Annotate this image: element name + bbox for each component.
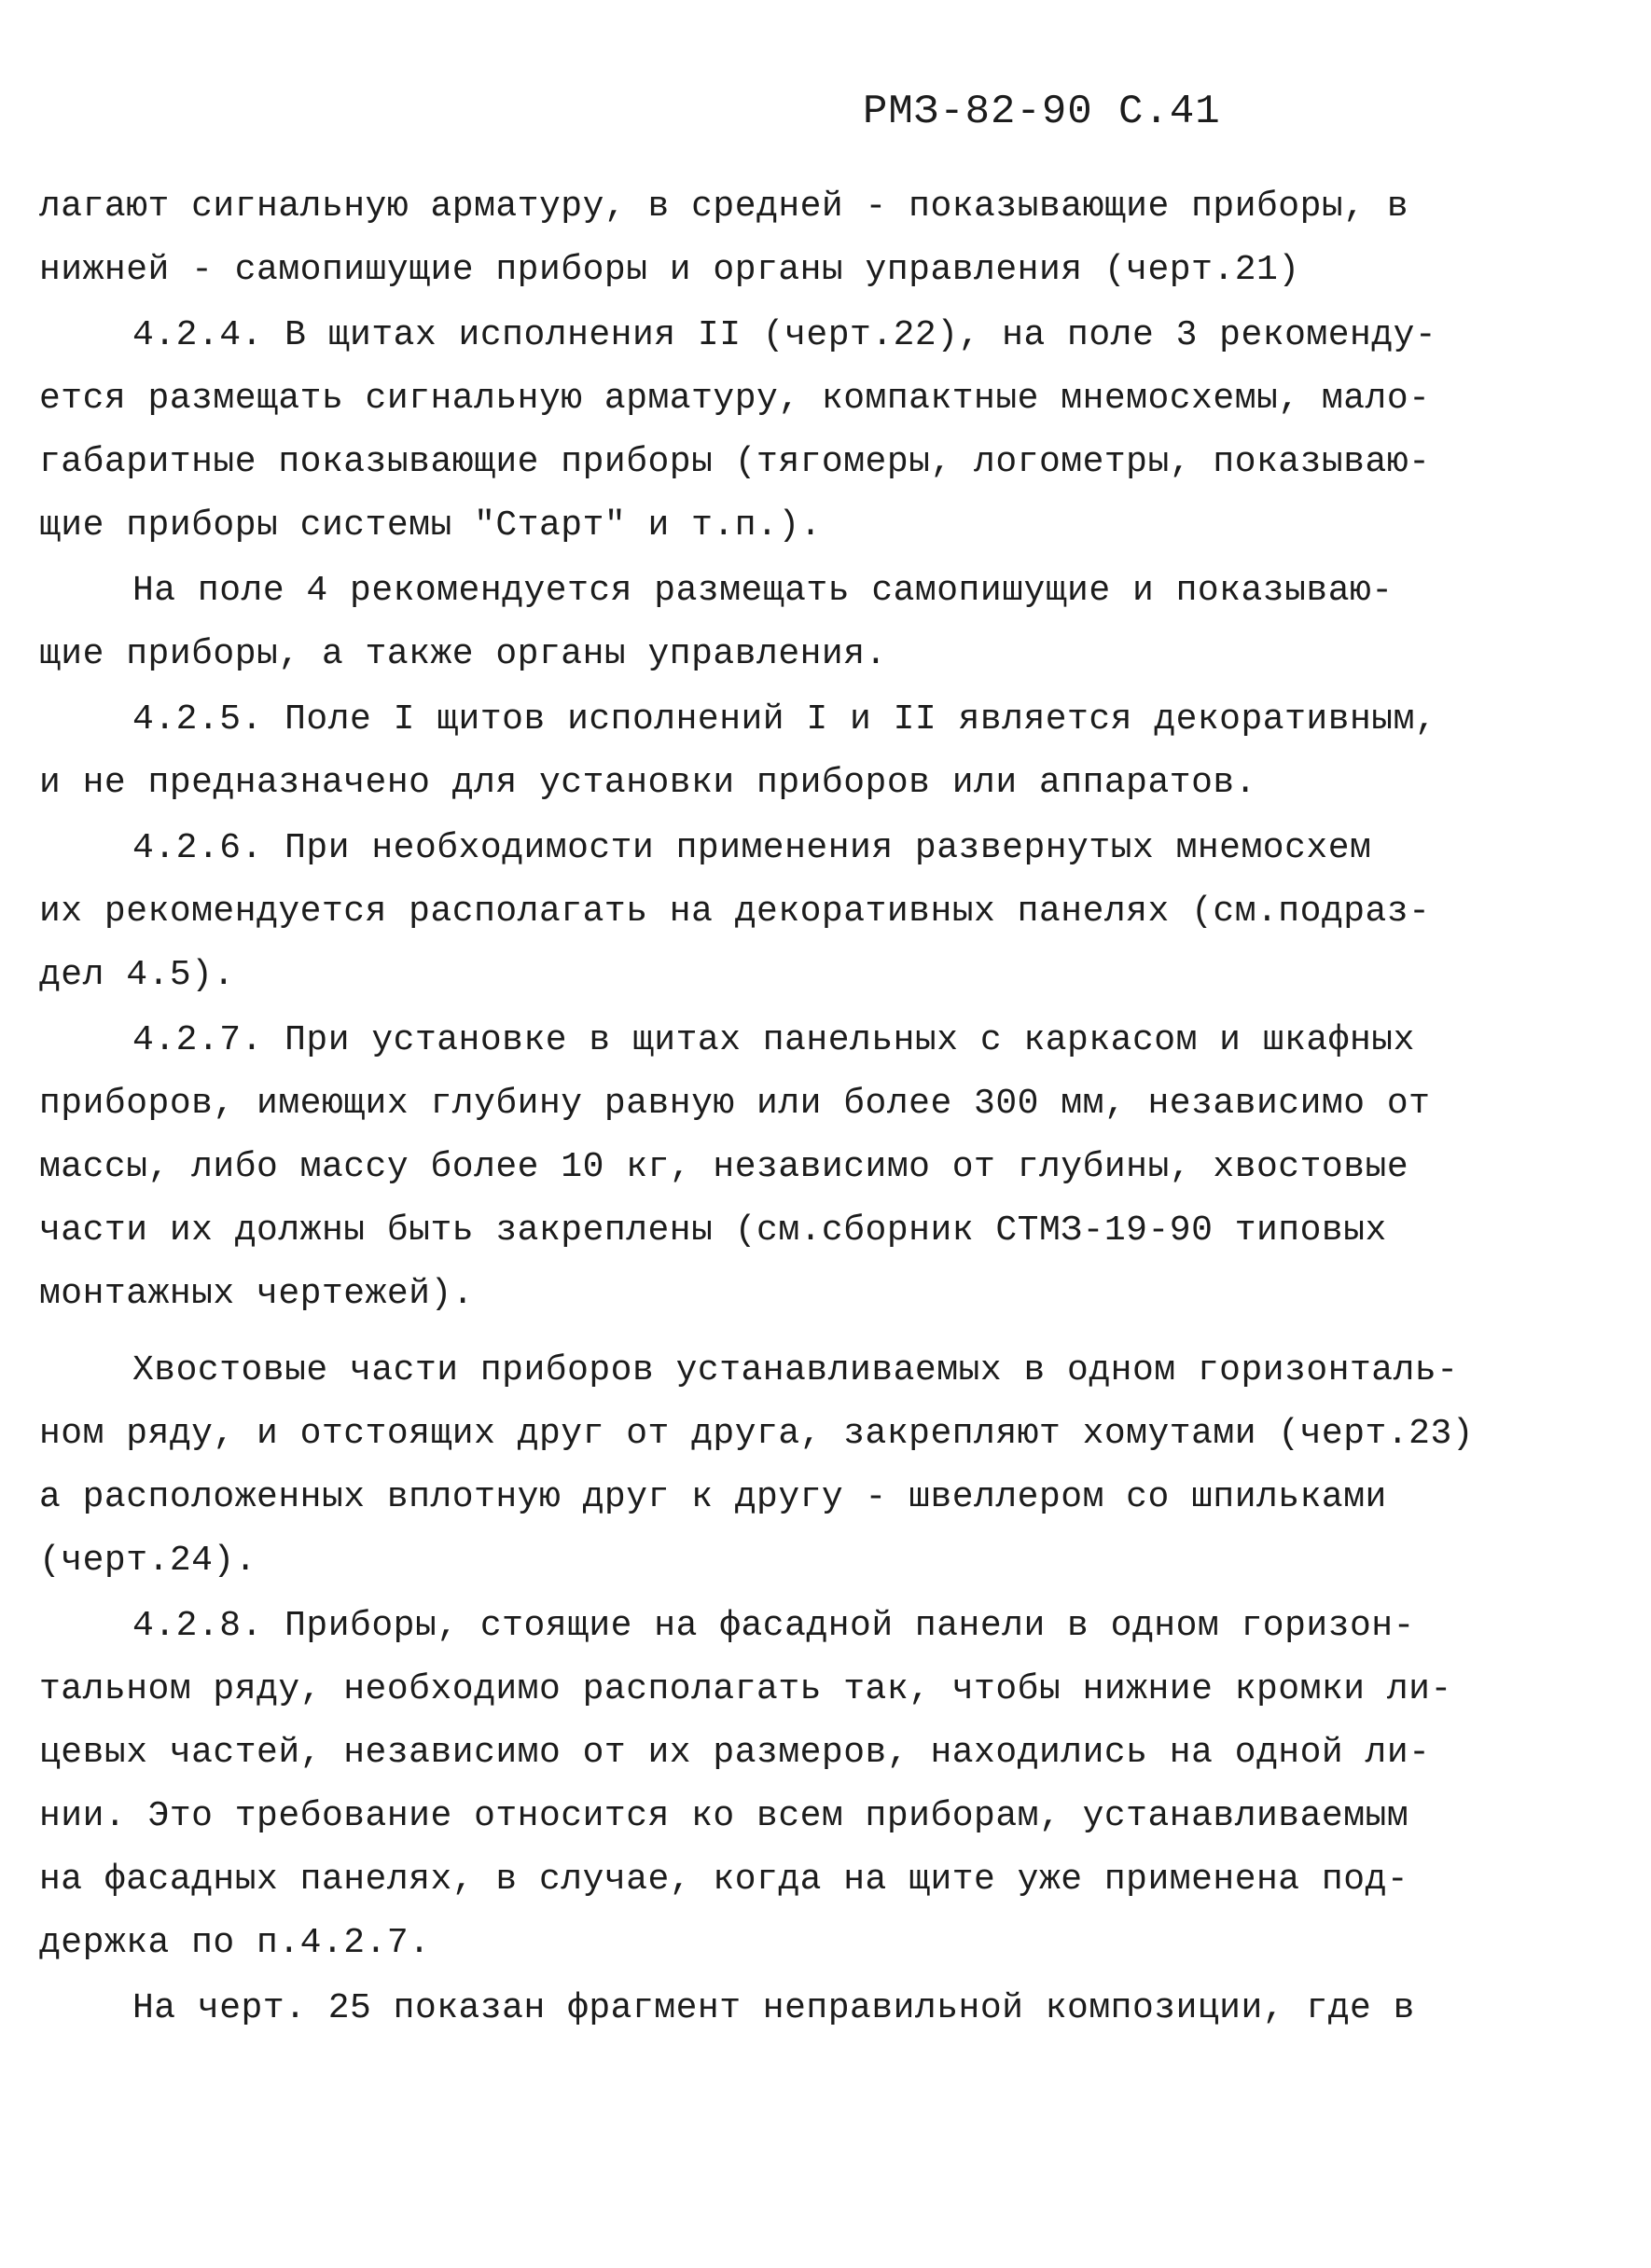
text-line: на фасадных панелях, в случае, когда на щите уже применена под-: [39, 1860, 1409, 1900]
text-line: их рекомендуется располагать на декоративных панелях (см.подраз-: [39, 892, 1431, 932]
text-line: а расположенных вплотную друг к другу - швеллером со шпильками: [39, 1477, 1387, 1517]
text-line: щие приборы, а также органы управления.: [39, 634, 887, 674]
text-line: лагают сигнальную арматуру, в средней - показывающие приборы, в: [39, 187, 1409, 227]
text-line: (черт.24).: [39, 1541, 257, 1581]
text-line: Хвостовые части приборов устанавливаемых в одном горизонталь-: [132, 1350, 1459, 1390]
text-line: монтажных чертежей).: [39, 1274, 475, 1314]
text-line: На поле 4 рекомендуется размещать самопишущие и показываю-: [132, 571, 1394, 611]
text-line: 4.2.6. При необходимости применения развернутых мнемосхем: [132, 828, 1372, 868]
text-line: ном ряду, и отстоящих друг от друга, закрепляют хомутами (черт.23): [39, 1414, 1475, 1454]
text-line: 4.2.7. При установке в щитах панельных с каркасом и шкафных: [132, 1020, 1415, 1060]
text-line: и не предназначено для установки приборов или аппаратов.: [39, 763, 1257, 803]
text-line: На черт. 25 показан фрагмент неправильной композиции, где в: [132, 1988, 1415, 2028]
text-line: части их должны быть закреплены (см.сборник СТМЗ-19-90 типовых: [39, 1210, 1387, 1251]
text-line: тальном ряду, необходимо располагать так, чтобы нижние кромки ли-: [39, 1669, 1452, 1709]
text-line: габаритные показывающие приборы (тягомеры, логометры, показываю-: [39, 442, 1431, 482]
text-line: щие приборы системы "Старт" и т.п.).: [39, 505, 822, 546]
text-line: ется размещать сигнальную арматуру, компактные мнемосхемы, мало-: [39, 379, 1431, 419]
page-header: РМЗ-82-90 С.41: [863, 89, 1221, 135]
text-line: нижней - самопишущие приборы и органы управления (черт.21): [39, 250, 1300, 290]
text-line: 4.2.8. Приборы, стоящие на фасадной панели в одном горизон-: [132, 1606, 1415, 1646]
text-line: массы, либо массу более 10 кг, независимо от глубины, хвостовые: [39, 1147, 1409, 1187]
text-line: 4.2.4. В щитах исполнения II (черт.22), на поле 3 рекоменду-: [132, 315, 1437, 355]
text-line: дел 4.5).: [39, 955, 235, 995]
text-line: нии. Это требование относится ко всем приборам, устанавливаемым: [39, 1796, 1409, 1836]
text-line: цевых частей, независимо от их размеров, находились на одной ли-: [39, 1733, 1431, 1773]
text-line: держка по п.4.2.7.: [39, 1923, 431, 1963]
text-line: 4.2.5. Поле I щитов исполнений I и II является декоративным,: [132, 699, 1437, 740]
text-line: приборов, имеющих глубину равную или более 300 мм, независимо от: [39, 1084, 1431, 1124]
